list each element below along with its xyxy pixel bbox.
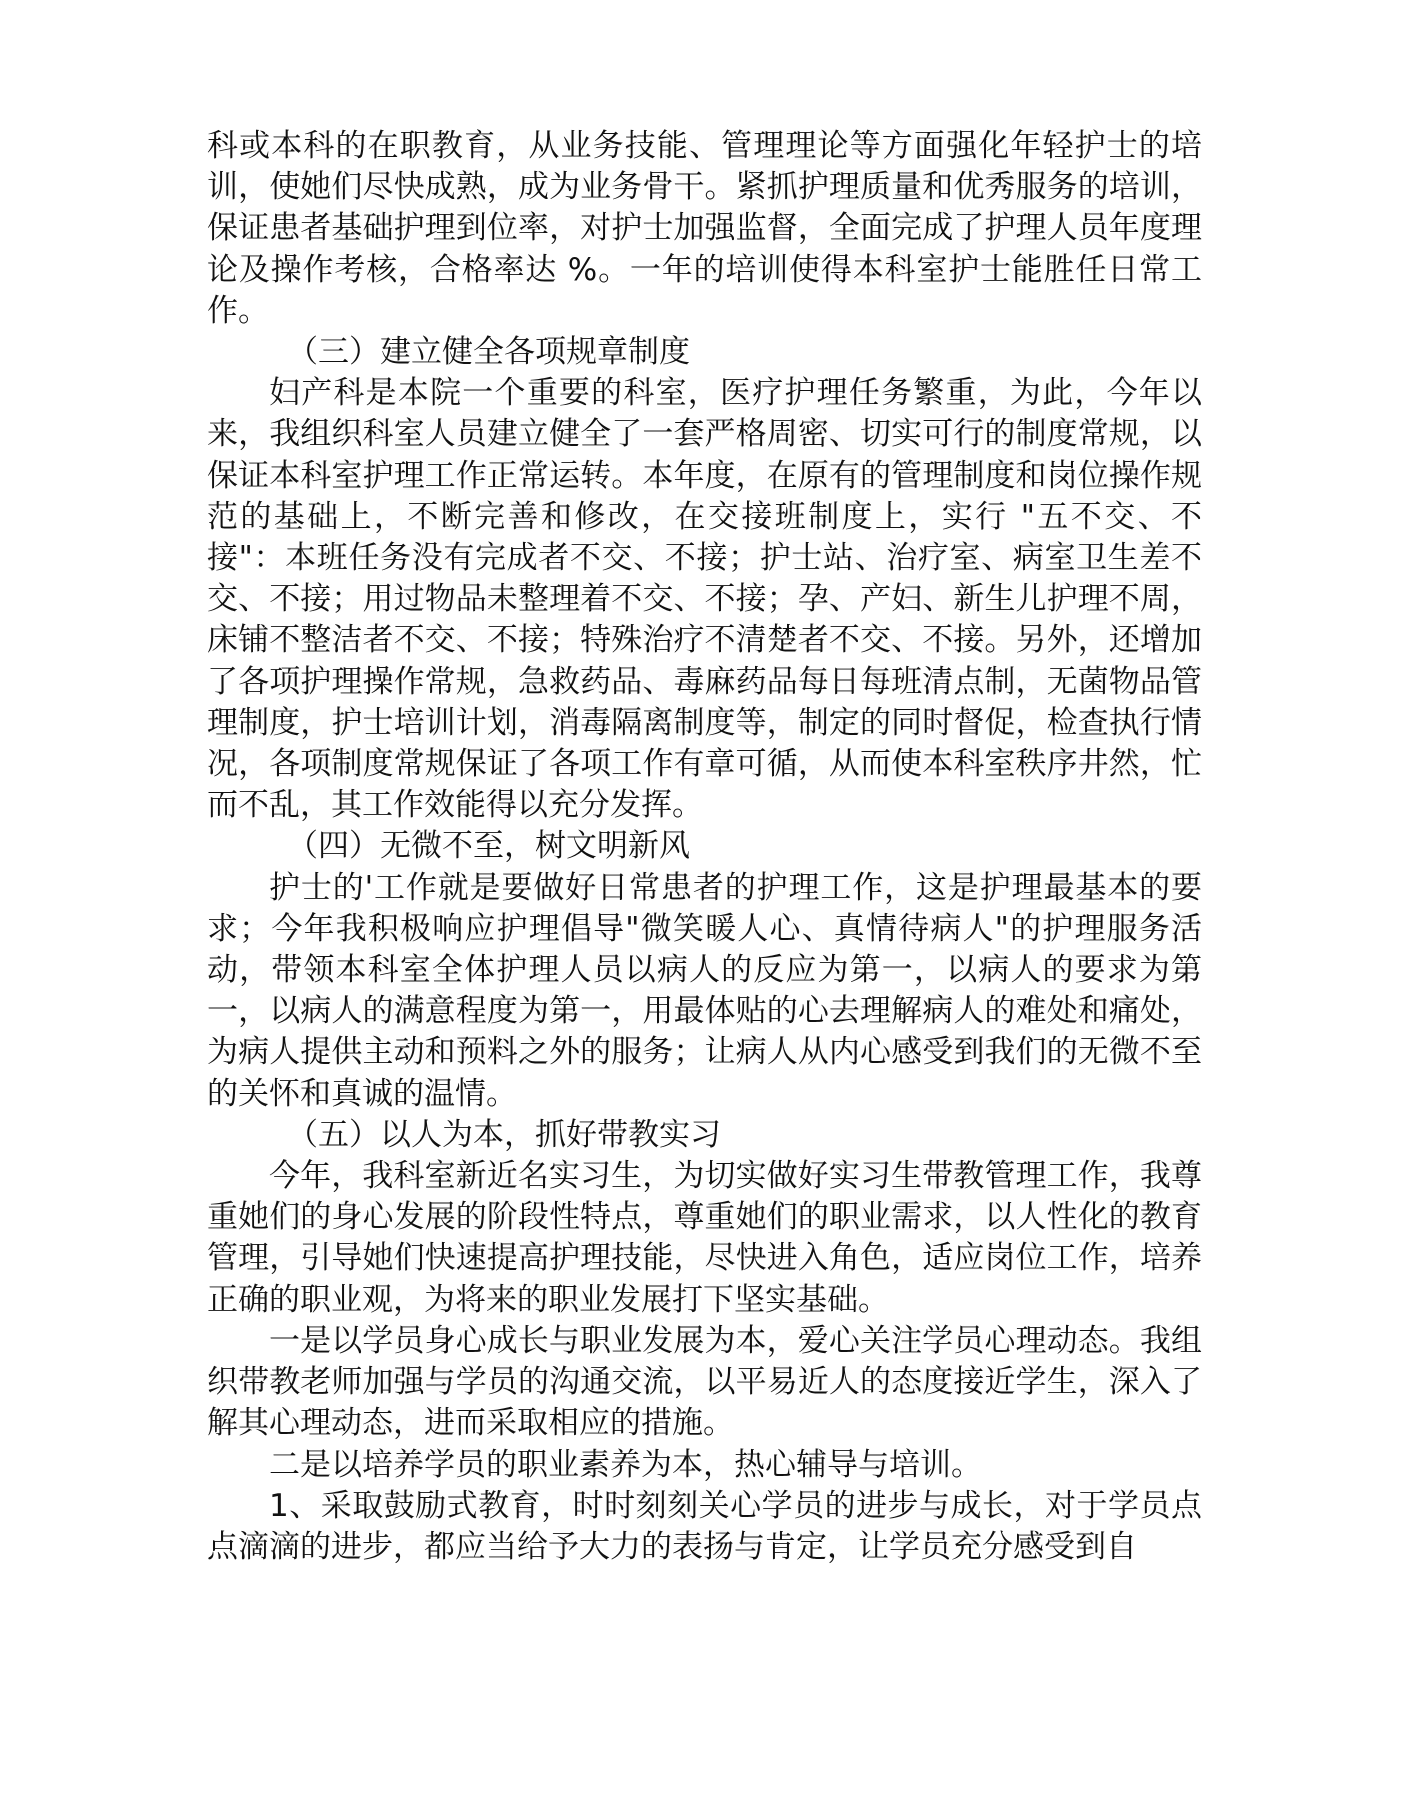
document-page — [207, 126, 1202, 1568]
heading-civilized-service: （四）无微不至，树文明新风 — [287, 828, 690, 865]
paragraph-rules-system: 妇产科是本院一个重要的科室，医疗护理任务繁重，为此，今年以来，我组织科室人员建立健全了一套严格周密、切实可行的制度常规，以保证本科室护理工作正常运转。本年度，在原有的管理制度和岗位操作规范的基础上，不断完善和修改，在交接班制度上，实行 "五不交、不接"：本班任务没有完成者不交、不接；护士站、治疗室、病室卫生差不交、不接；用过物品未整理着不交、不接；孕、产妇、新生儿护理不周，床铺不整洁者不交、不接；特殊治疗不清楚者不交、不接。另外，还增加了各项护理操作常规，急救药品、毒麻药品每日每班清点制，无菌物品管理制度，护士培训计划，消毒隔离制度等，制定的同时督促，检查执行情况，各项制度常规保证了各项工作有章可循，从而使本科室秩序井然，忙而不乱，其工作效能得以充分发挥。 — [207, 375, 1202, 824]
paragraph-internship-teaching: 今年，我科室新近名实习生，为切实做好实习生带教管理工作，我尊重她们的身心发展的阶段性特点，尊重她们的职业需求，以人性化的教育管理，引导她们快速提高护理技能，尽快进入角色，适应岗位工作，培养正确的职业观，为将来的职业发展打下坚实基础。 — [207, 1158, 1202, 1318]
paragraph-item-one: 1、采取鼓励式教育，时时刻刻关心学员的进步与成长，对于学员点点滴滴的进步，都应当给予大力的表扬与肯定，让学员充分感受到自 — [207, 1487, 1202, 1565]
heading-rules-system: （三）建立健全各项规章制度 — [287, 334, 690, 371]
paragraph-training-continuation: 科或本科的在职教育，从业务技能、管理理论等方面强化年轻护士的培训，使她们尽快成熟，成为业务骨干。紧抓护理质量和优秀服务的培训，保证患者基础护理到位率，对护士加强监督，全面完成了护理人员年度理论及操作考核，合格率达 %。一年的培训使得本科室护士能胜任日常工作。 — [207, 128, 1202, 329]
heading-internship-teaching: （五）以人为本，抓好带教实习 — [287, 1116, 721, 1153]
paragraph-point-two: 二是以培养学员的职业素养为本，热心辅导与培训。 — [269, 1446, 982, 1483]
paragraph-point-one: 一是以学员身心成长与职业发展为本，爱心关注学员心理动态。我组织带教老师加强与学员的沟通交流，以平易近人的态度接近学生，深入了解其心理动态，进而采取相应的措施。 — [207, 1322, 1202, 1442]
paragraph-civilized-service: 护士的'工作就是要做好日常患者的护理工作，这是护理最基本的要求；今年我积极响应护理倡导"微笑暖人心、真情待病人"的护理服务活动，带领本科室全体护理人员以病人的反应为第一，以病人的要求为第一，以病人的满意程度为第一，用最体贴的心去理解病人的难处和痛处，为病人提供主动和预料之外的服务；让病人从内心感受到我们的无微不至的关怀和真诚的温情。 — [207, 869, 1202, 1112]
